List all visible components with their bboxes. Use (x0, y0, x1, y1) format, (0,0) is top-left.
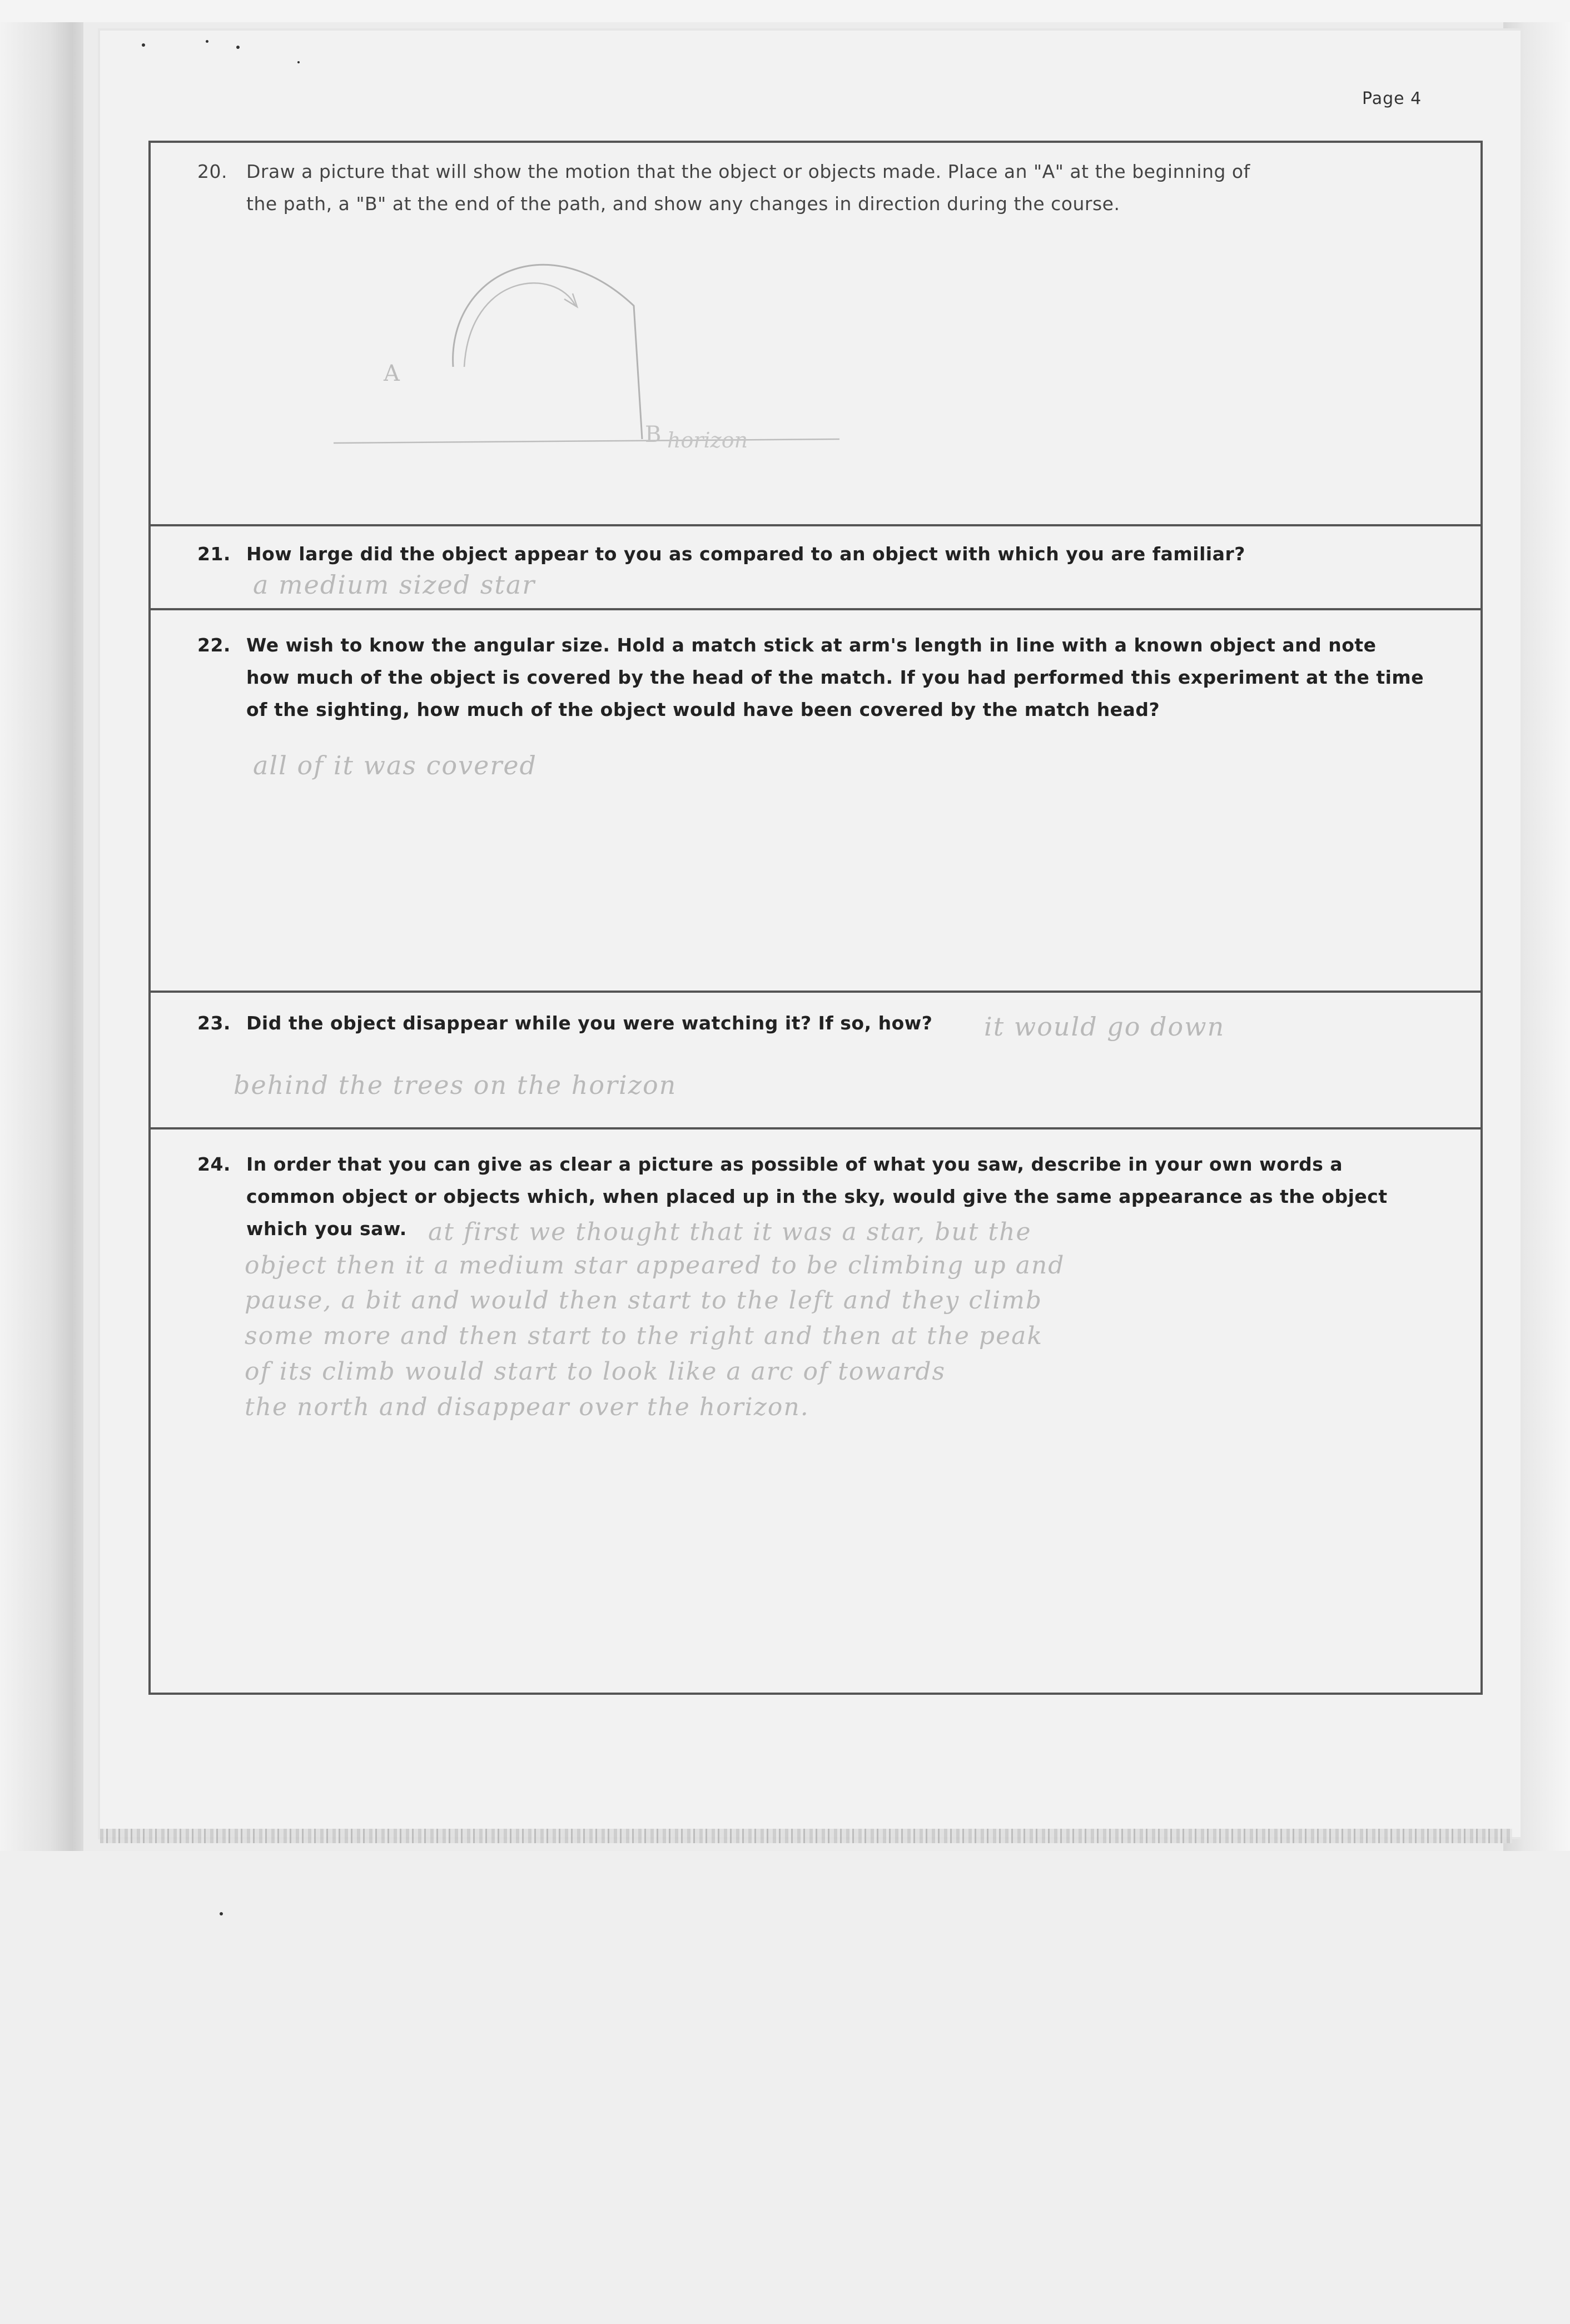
sketch-path-outer (453, 265, 642, 439)
answer-24-line-4: some more and then start to the right and then at the peak (245, 1322, 1044, 1350)
divider-q21-q22 (148, 608, 1483, 610)
divider-q22-q23 (148, 991, 1483, 993)
question-number: 24. (197, 1153, 231, 1175)
question-text: Did the object disappear while you were watching it? If so, how? (246, 1012, 933, 1034)
answer-24-line-3: pause, a bit and would then start to the left and they climb (245, 1286, 1043, 1315)
scan-speck (206, 40, 208, 43)
film-bottom-area (0, 1851, 1570, 2324)
question-text: the path, a "B" at the end of the path, and show any changes in direction during the course. (246, 193, 1120, 215)
page-number: Page 4 (1362, 89, 1422, 108)
film-top-border (0, 0, 1570, 22)
question-text: How large did the object appear to you as compared to an object with which you are familiar? (246, 543, 1245, 565)
question-text: Draw a picture that will show the motion that the object or objects made. Place an "A" at the beginning of (246, 161, 1250, 182)
divider-q23-q24 (148, 1127, 1483, 1129)
question-number: 23. (197, 1012, 231, 1034)
scan-speck (236, 46, 240, 49)
question-20 (197, 156, 1250, 220)
answer-21: a medium sized star (253, 570, 536, 600)
scan-speck (297, 61, 300, 63)
sketch-label-a: A (384, 361, 400, 386)
answer-22: all of it was covered (253, 750, 537, 780)
answer-23-line-2: behind the trees on the horizon (233, 1070, 677, 1100)
scan-speck (220, 1912, 223, 1915)
sketch-label-horizon: horizon (667, 428, 748, 452)
question-21 (197, 538, 1245, 570)
sketch-label-b: B (645, 422, 662, 447)
question-text: In order that you can give as clear a picture as possible of what you saw, describe in your own words a (246, 1153, 1343, 1175)
answer-24-line-5: of its climb would start to look like a arc of towards (245, 1357, 946, 1386)
answer-24-line-2: object then it a medium star appeared to be climbing up and (245, 1251, 1065, 1280)
question-number: 20. (197, 161, 227, 182)
question-text: which you saw. (246, 1218, 407, 1240)
sketch-path-inner (464, 283, 575, 367)
sheet-bottom-edge (100, 1829, 1512, 1843)
question-text: We wish to know the angular size. Hold a match stick at arm's length in line with a known object and note (246, 634, 1377, 656)
question-text: how much of the object is covered by the head of the match. If you had performed this experiment at the time (246, 666, 1424, 688)
question-23 (197, 1007, 932, 1039)
question-text: common object or objects which, when placed up in the sky, would give the same appearance as the object (246, 1186, 1388, 1207)
question-number: 22. (197, 634, 231, 656)
question-number: 21. (197, 543, 231, 565)
answer-23-line-1: it would go down (984, 1012, 1225, 1042)
motion-path-sketch (311, 233, 867, 467)
answer-24-line-1: at first we thought that it was a star, but the (428, 1218, 1032, 1246)
sketch-horizon-line (334, 439, 839, 443)
scan-speck (142, 43, 145, 47)
question-text: of the sighting, how much of the object would have been covered by the match head? (246, 699, 1160, 720)
question-22 (197, 629, 1424, 726)
divider-q20-q21 (148, 524, 1483, 526)
answer-24-line-6: the north and disappear over the horizon. (245, 1393, 809, 1421)
